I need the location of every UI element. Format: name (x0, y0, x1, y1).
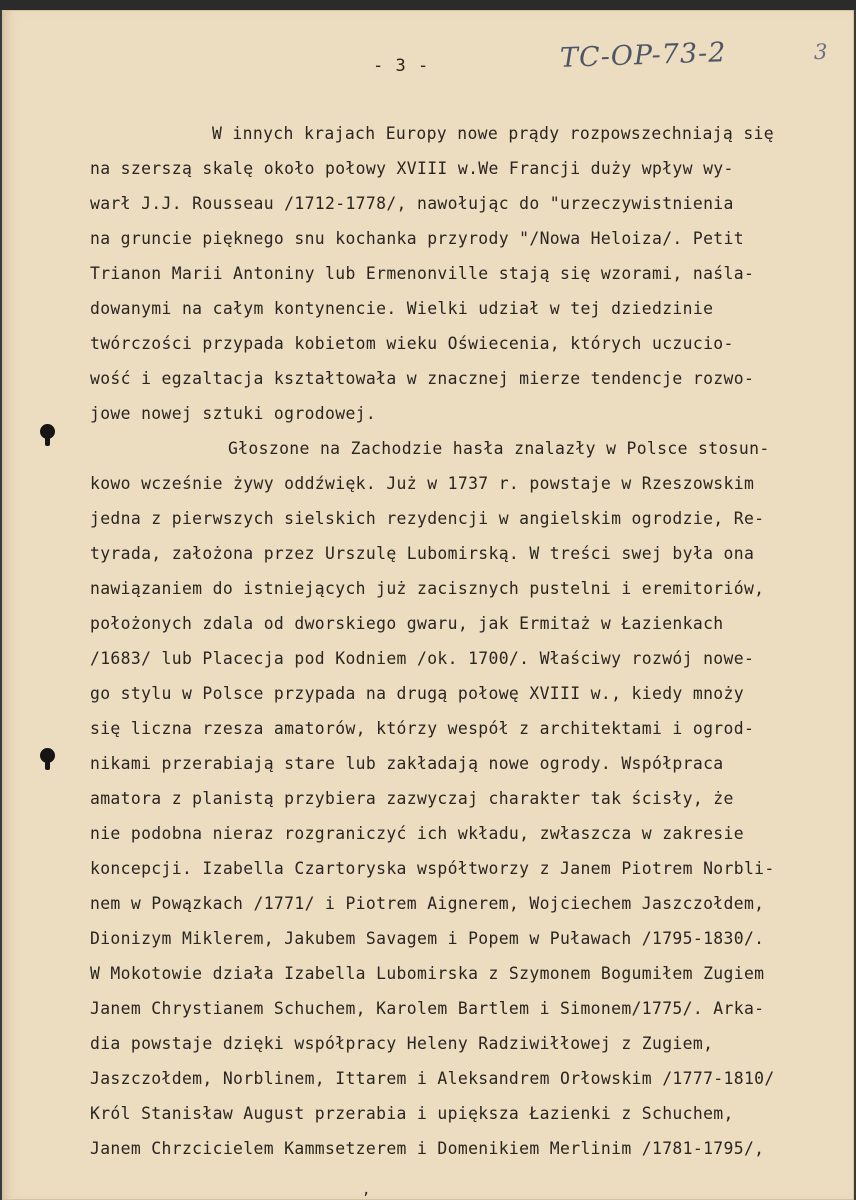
text-line: położonych zdala od dworskiego gwaru, jak Ermitaż w Łazienkach (90, 614, 724, 633)
text-line: nawiązaniem do istniejących już zacisznych pustelni i eremitoriów, (90, 579, 765, 598)
text-line: warł J.J. Rousseau /1712-1778/, nawołując do "urzeczywistnienia (90, 194, 734, 213)
document-page (2, 10, 854, 1200)
text-line: kowo wcześnie żywy oddźwięk. Już w 1737 r. powstaje w Rzeszowskim (90, 474, 755, 493)
text-line: twórczości przypada kobietom wieku Oświecenia, których uczucio- (90, 334, 734, 353)
text-line: dowanymi na całym kontynencie. Wielki udział w tej dziedzinie (90, 299, 714, 318)
text-line: na szerszą skalę około połowy XVIII w.We Francji duży wpływ wy- (90, 159, 734, 178)
body-text (2, 10, 854, 1200)
archive-code-annotation: TC-OP-73-2 (559, 37, 727, 74)
folio-number: 3 (814, 40, 828, 64)
text-line: Jaszczołdem, Norblinem, Ittarem i Aleksandrem Orłowskim /1777-1810/ (90, 1069, 775, 1088)
text-line: Janem Chrystianem Schuchem, Karolem Bartlem i Simonem/1775/. Arka- (90, 999, 765, 1018)
footer-mark: , (362, 1182, 371, 1198)
text-line: koncepcji. Izabella Czartoryska współtworzy z Janem Piotrem Norbli- (90, 859, 775, 878)
text-line: na gruncie pięknego snu kochanka przyrody "/Nowa Heloiza/. Petit (90, 229, 744, 248)
scan-top-edge (0, 0, 856, 10)
text-line: nie podobna nieraz rozgraniczyć ich wkładu, zwłaszcza w zakresie (90, 824, 744, 843)
page-number: - 3 - (373, 56, 430, 76)
text-line: nem w Powązkach /1771/ i Piotrem Aignerem, Wojciechem Jaszczołdem, (90, 894, 765, 913)
text-line: tyrada, założona przez Urszulę Lubomirską. W treści swej była ona (90, 544, 755, 563)
text-line: wość i egzaltacja kształtowała w znacznej mierze tendencje rozwo- (90, 369, 755, 388)
text-line: amatora z planistą przybiera zazwyczaj charakter tak ścisły, że (90, 789, 734, 808)
text-line: Król Stanisław August przerabia i upiększa Łazienki z Schuchem, (90, 1104, 734, 1123)
text-line: W innych krajach Europy nowe prądy rozpowszechniają się (212, 124, 774, 143)
text-line: jedna z pierwszych sielskich rezydencji w angielskim ogrodzie, Re- (90, 509, 765, 528)
text-line: /1683/ lub Placecja pod Kodniem /ok. 1700/. Właściwy rozwój nowe- (90, 649, 755, 668)
text-line: dia powstaje dzięki współpracy Heleny Radziwiłłowej z Zugiem, (90, 1034, 714, 1053)
text-line: go stylu w Polsce przypada na drugą połowę XVIII w., kiedy mnoży (90, 684, 744, 703)
text-line: Janem Chrzcicielem Kammsetzerem i Domenikiem Merlinim /1781-1795/, (90, 1139, 765, 1158)
text-line: się liczna rzesza amatorów, którzy wespół z architektami i ogrod- (90, 719, 755, 738)
text-line: Dionizym Miklerem, Jakubem Savagem i Popem w Puławach /1795-1830/. (90, 929, 765, 948)
text-line: Głoszone na Zachodzie hasła znalazły w Polsce stosun- (228, 439, 770, 458)
text-line: W Mokotowie działa Izabella Lubomirska z Szymonem Bogumiłem Zugiem (90, 964, 765, 983)
text-line: jowe nowej sztuki ogrodowej. (90, 404, 377, 423)
text-line: Trianon Marii Antoniny lub Ermenonville stają się wzorami, naśla- (90, 264, 755, 283)
text-line: nikami przerabiają stare lub zakładają nowe ogrody. Współpraca (90, 754, 724, 773)
